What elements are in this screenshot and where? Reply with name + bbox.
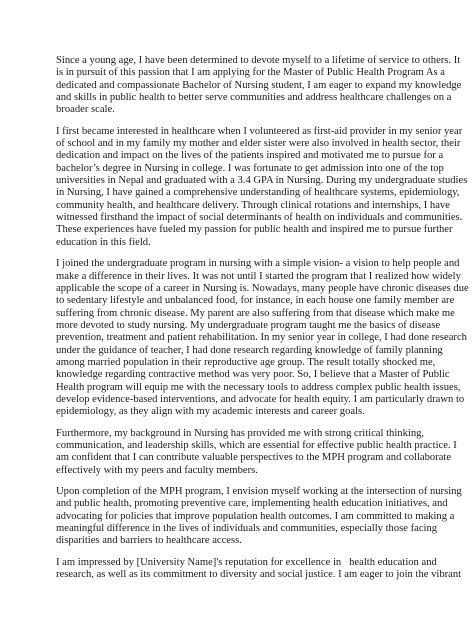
text-line: communication, and leadership skills, which are essential for effective public health practice. I: [56, 439, 457, 451]
text-line: knowledge regarding contractive method was very poor. So, I believe that a Master of Public: [56, 369, 450, 381]
text-line: and public health, promoting preventive care, implementing health education initiatives, and: [56, 498, 448, 510]
text-line: I first became interested in healthcare when I volunteered as first-aid provider in my senior year: [56, 125, 463, 137]
text-line: applicable the scope of a career in Nursing is. Nowadays, many people have chronic diseases due: [56, 282, 469, 294]
text-line: I joined the undergraduate program in nursing with a simple vision- a vision to help people and: [56, 258, 460, 270]
text-line: epidemiology, as they align with my academic interests and career goals.: [56, 406, 365, 418]
text-line: broader scale.: [56, 104, 115, 116]
text-line: among married population in their reproductive age group. The result totally shocked me,: [56, 356, 436, 368]
paragraph-nursing-program: [56, 258, 469, 418]
text-line: witnessed firsthand the impact of social determinants of health on individuals and communities.: [56, 212, 463, 224]
text-line: universities in Nepal and graduated with a 3.4 GPA in Nursing. During my undergraduate studies: [56, 175, 468, 187]
text-line: research, as well as its commitment to diversity and social justice. I am eager to join the vibrant: [56, 569, 462, 581]
text-line: community health, and healthcare delivery. Through clinical rotations and internships, I have: [56, 199, 450, 211]
text-line: prevention, treatment and patient rehabilitation. In my senior year in college, I had done research: [56, 332, 467, 344]
paragraph-intro: [56, 55, 462, 117]
text-line: Upon completion of the MPH program, I envision myself working at the intersection of nursing: [56, 486, 462, 497]
text-line: meaningful difference in the lives of individuals and communities, especially those facing: [56, 523, 438, 535]
text-line: under the guidance of teacher, I had done research regarding knowledge of family planning: [56, 344, 443, 356]
paragraph-healthcare-interest: [56, 125, 468, 249]
text-line: I am impressed by [University Name]'s reputation for excellence in health education and: [56, 556, 437, 568]
text-line: effectively with my peers and faculty members.: [56, 464, 258, 476]
text-line: make a difference in their lives. It was not until I started the program that I realized how widely: [56, 270, 461, 282]
paragraph-future-goals: [56, 486, 462, 548]
text-line: am confident that I can contribute valuable perspectives to the MPH program and collaborate: [56, 452, 452, 464]
text-line: Health program will equip me with the necessary tools to address complex public health issues,: [56, 381, 461, 393]
text-line: advocating for policies that improve population health outcomes. I am committed to making a: [56, 510, 455, 522]
text-line: dedication and impact on the lives of the patients inspired and motivated me to pursue for a: [56, 150, 444, 162]
text-line: in Nursing, I have gained a comprehensive understanding of healthcare systems, epidemiology,: [56, 187, 460, 199]
text-line: is in pursuit of this passion that I am applying for the Master of Public Health Program As a: [56, 67, 445, 79]
text-line: disparities and barriers to healthcare access.: [56, 535, 242, 547]
text-line: to sedentary lifestyle and unbalanced food, for instance, in each house one family member are: [56, 295, 455, 307]
text-line: Furthermore, my background in Nursing has provided me with strong critical thinking,: [56, 427, 425, 439]
text-line: education in this field.: [56, 236, 151, 248]
text-line: and skills in public health to better serve communities and address healthcare challenges on a: [56, 92, 452, 104]
text-line: bachelor’s degree in Nursing in college. I was fortunate to get admission into one of the top: [56, 162, 444, 174]
text-line: develop evidence-based interventions, and advocate for health equity. I am particularly drawn to: [56, 393, 465, 405]
text-line: more devoted to study nursing. My undergraduate program taught me the basics of disease: [56, 319, 441, 331]
text-line: suffering from chronic disease. My parent are also suffering from that disease which make me: [56, 307, 455, 319]
document-page: [56, 55, 469, 590]
paragraph-university: [56, 556, 462, 582]
text-line: of school and in my family my mother and elder sister were also involved in health sector, their: [56, 138, 461, 150]
paragraph-background: [56, 427, 457, 477]
text-line: dedicated and compassionate Bachelor of Nursing student, I am eager to expand my knowledge: [56, 79, 462, 91]
text-line: These experiences have fueled my passion for public health and inspired me to pursue further: [56, 224, 453, 236]
text-line: Since a young age, I have been determined to devote myself to a lifetime of service to others. It: [56, 55, 461, 66]
